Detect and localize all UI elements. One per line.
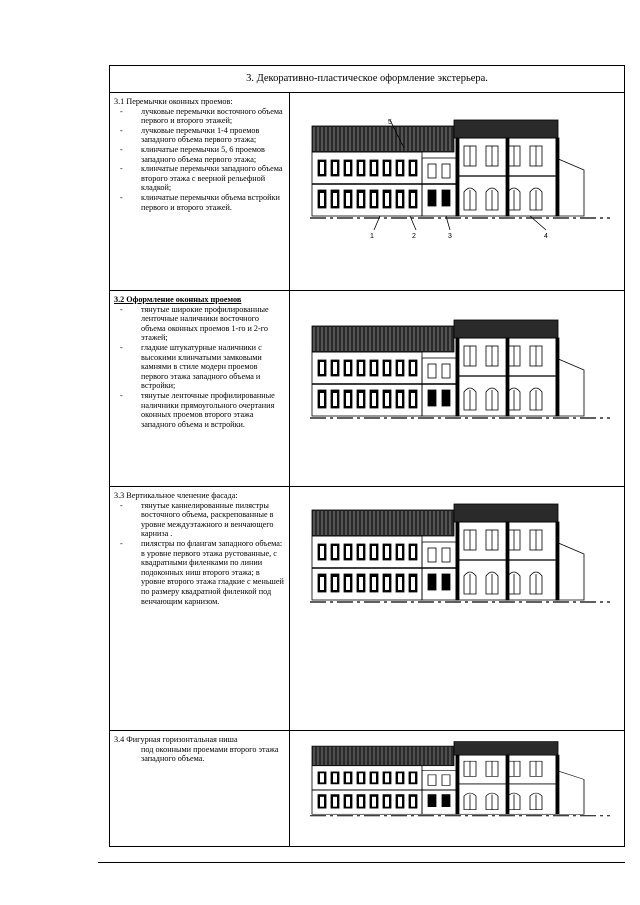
document-frame: [109, 65, 625, 847]
section-row-3-3: [110, 486, 624, 731]
list-item: - лучковые перемычки восточного объема первого и второго этажей;: [114, 107, 285, 126]
callout-number: 1: [370, 233, 374, 240]
section-row-3-1: [110, 92, 624, 291]
list-item: - гладкие штукатурные наличники с высокими клинчатыми замковыми камнями в стиле модерн проемов первого этажа западного объема и встройки;: [114, 343, 285, 391]
item-list: [114, 501, 285, 607]
facade-illustration: [310, 502, 620, 634]
facade-drawing: [290, 730, 624, 846]
section-row-3-2: [110, 290, 624, 487]
list-item: - тянутые широкие профилированные ленточные наличники восточного объема оконных проемов 1-го и 2-го этажей;: [114, 305, 285, 343]
section-body: под оконными проемами второго этажа западного объема.: [141, 744, 279, 764]
list-item: - тянутые ленточные профилированные наличники прямоугольного очертания оконных проемов второго этажа западного объема и встройки.: [114, 391, 285, 429]
list-item: - тянутые каннелированные пилястры восточного объема, раскрепованные в уровне междуэтажного и венчающего карниза .: [114, 501, 285, 539]
item-list: [114, 305, 285, 430]
section-text: [110, 730, 290, 846]
list-item: - клинчатые перемычки объема встройки первого и второго этажей.: [114, 193, 285, 212]
list-item: - пилястры по флангам западного объема: в уровне первого этажа рустованные, с квадратными филенками по линии подоконных ниш второго этажа; в уровне второго этажа гладкие с меньшей по размеру квадратной филенкой под венчающим карнизом.: [114, 539, 285, 606]
callout-number: 2: [412, 233, 416, 240]
facade-illustration: [310, 740, 620, 840]
list-item: - клинчатые перемычки западного объема второго этажа с веерной рельефной кладкой;: [114, 164, 285, 193]
item-list: [114, 107, 285, 213]
section-text: [110, 92, 290, 290]
facade-illustration: [310, 118, 620, 250]
facade-drawing: [290, 290, 624, 486]
page-title: 3. Декоративно-пластическое оформление экстерьера.: [110, 66, 624, 93]
facade-illustration: [310, 318, 620, 450]
callout-number: 3: [448, 233, 452, 240]
section-text: [110, 290, 290, 486]
section-heading: 3.3 Вертикальное членение фасада:: [114, 491, 238, 500]
facade-drawing: [290, 92, 624, 290]
list-item: - клинчатые перемычки 5, 6 проемов западного объема первого этажа;: [114, 145, 285, 164]
section-heading: 3.1 Перемычки оконных проемов:: [114, 97, 233, 106]
section-heading: 3.2 Оформление оконных проемов: [114, 295, 242, 304]
facade-drawing: [290, 486, 624, 730]
section-heading: 3.4 Фигурная горизонтальная ниша: [114, 735, 238, 744]
section-row-3-4: [110, 730, 624, 846]
callout-number: 4: [544, 233, 548, 240]
list-item: - лучковые перемычки 1-4 проемов западного объема первого этажа;: [114, 126, 285, 145]
footer-rule: [98, 862, 625, 863]
section-text: [110, 486, 290, 730]
callout-number: 5: [388, 119, 392, 126]
